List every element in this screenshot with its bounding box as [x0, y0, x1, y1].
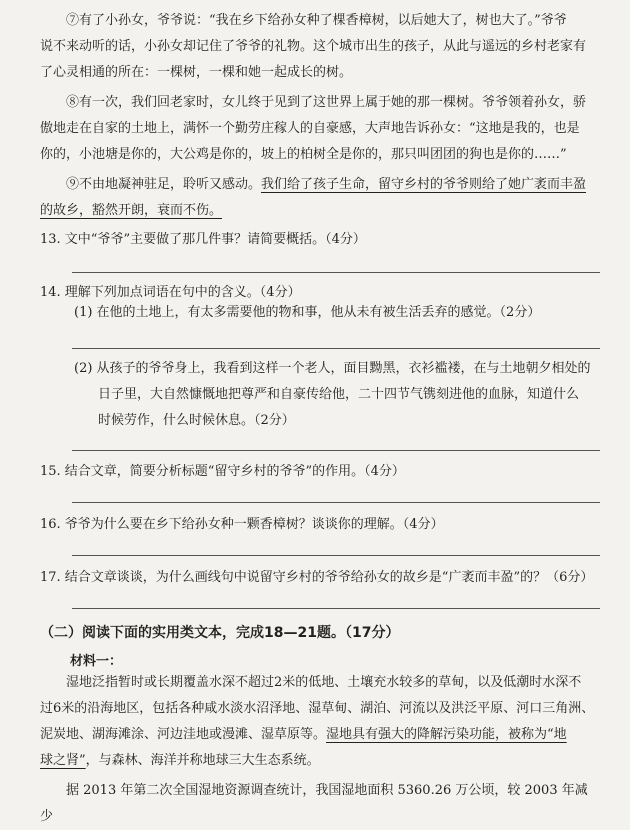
paragraph-8-line-2: 傲地走在自家的土地上，满怀一个勤劳庄稼人的自豪感，大声地告诉孙女：“这地是我的，也是 [40, 121, 580, 136]
section-2-title: （二）阅读下面的实用类文本，完成18—21题。（17分） [40, 625, 400, 641]
paragraph-8-line-3: 你的，小池塘是你的，大公鸡是你的，坡上的柏树全是你的，那只叫团团的狗也是你的……” [40, 147, 567, 162]
paragraph-8-line-1: ⑧有一次，我们回老家时，女儿终于见到了这世界上属于她的那一棵树。爷爷领着孙女，骄 [66, 95, 587, 110]
question-15: 15. 结合文章，简要分析标题“留守乡村的爷爷”的作用。（4分） [40, 464, 405, 479]
paragraph-9-text: ⑨不由地凝神驻足，聆听又感动。 [66, 177, 262, 192]
material-1-line-1: 湿地泛指暂时或长期覆盖水深不超过2米的低地、土壤充水较多的草甸，以及低潮时水深不 [66, 675, 582, 690]
question-14-1: (1) 在他的土地上，有太多需要他的物和事，他从未有被生活丢弃的感觉。（2分） [74, 305, 541, 320]
material-1-line-3-text: 泥炭地、湖海滩涂、河边洼地或漫滩、湿草原等。 [40, 727, 327, 742]
material-1-line-2: 过6米的沿海地区，包括各种咸水淡水沼泽地、湿草甸、湖泊、河流以及洪泛平原、河口三角洲、 [40, 701, 595, 716]
material-1-line-3 [40, 722, 600, 748]
material-1-line-4 [40, 748, 600, 774]
material-1-para-2-line-1: 据 2013 年第二次全国湿地资源调查统计，我国湿地面积 5360.26 万公顷，较 2003 年减少 [40, 783, 588, 824]
paragraph-7 [40, 8, 600, 86]
paragraph-9 [40, 172, 600, 224]
answer-line-13[interactable] [72, 272, 600, 273]
question-14-2-line-1: (2) 从孩子的爷爷身上，我看到这样一个老人，面目黝黑，衣衫褴褛，在与土地朝夕相处的 [74, 361, 591, 376]
underlined-sentence-cont: 的故乡，豁然开朗，衰而不伤。 [40, 203, 223, 218]
paragraph-9-line-1 [40, 172, 600, 198]
material-1-label: 材料一： [70, 654, 123, 669]
paragraph-7-line-3: 了心灵相通的所在：一棵树，一棵和她一起成长的树。 [40, 65, 353, 80]
paragraph-7-line-1: ⑦有了小孙女，爷爷说：“我在乡下给孙女种了棵香樟树，以后她大了，树也大了。”爷爷 [66, 13, 567, 28]
question-16: 16. 爷爷为什么要在乡下给孙女种一颗香樟树？谈谈你的理解。（4分） [40, 517, 444, 532]
question-14-2 [74, 356, 614, 434]
question-14-2-line-2: 日子里，大自然慷慨地把尊严和自豪传给他，二十四节气镌刻进他的血脉，知道什么 [98, 387, 580, 402]
underlined-phrase-cont: 球之肾” [40, 753, 86, 768]
answer-line-16[interactable] [72, 555, 600, 556]
underlined-phrase: 湿地具有强大的降解污染功能，被称为“地 [326, 727, 567, 742]
question-13: 13. 文中“爷爷”主要做了那几件事？请简要概括。（4分） [40, 232, 366, 247]
paragraph-7-line-2: 说不来动听的话，小孙女却记住了爷爷的礼物。这个城市出生的孩子，从此与遥远的乡村老家有 [40, 39, 587, 54]
answer-line-14-2[interactable] [72, 450, 600, 451]
material-1-line-4-text: ，与森林、海洋并称地球三大生态系统。 [85, 753, 320, 768]
question-14-2-line-3: 时候劳作，什么时候休息。（2分） [98, 413, 295, 428]
paragraph-9-line-2 [40, 198, 600, 224]
question-14: 14. 理解下列加点词语在句中的含义。（4分） [40, 285, 301, 300]
answer-line-17[interactable] [72, 608, 600, 609]
material-1-body [40, 670, 600, 830]
answer-line-15[interactable] [72, 502, 600, 503]
paragraph-8 [40, 90, 600, 168]
underlined-sentence: 我们给了孩子生命，留守乡村的爷爷则给了她广袤而丰盈 [261, 177, 587, 192]
answer-line-14-1[interactable] [72, 348, 600, 349]
question-17: 17. 结合文章谈谈，为什么画线句中说留守乡村的爷爷给孙女的故乡是“广袤而丰盈”的？（6分） [40, 570, 594, 585]
